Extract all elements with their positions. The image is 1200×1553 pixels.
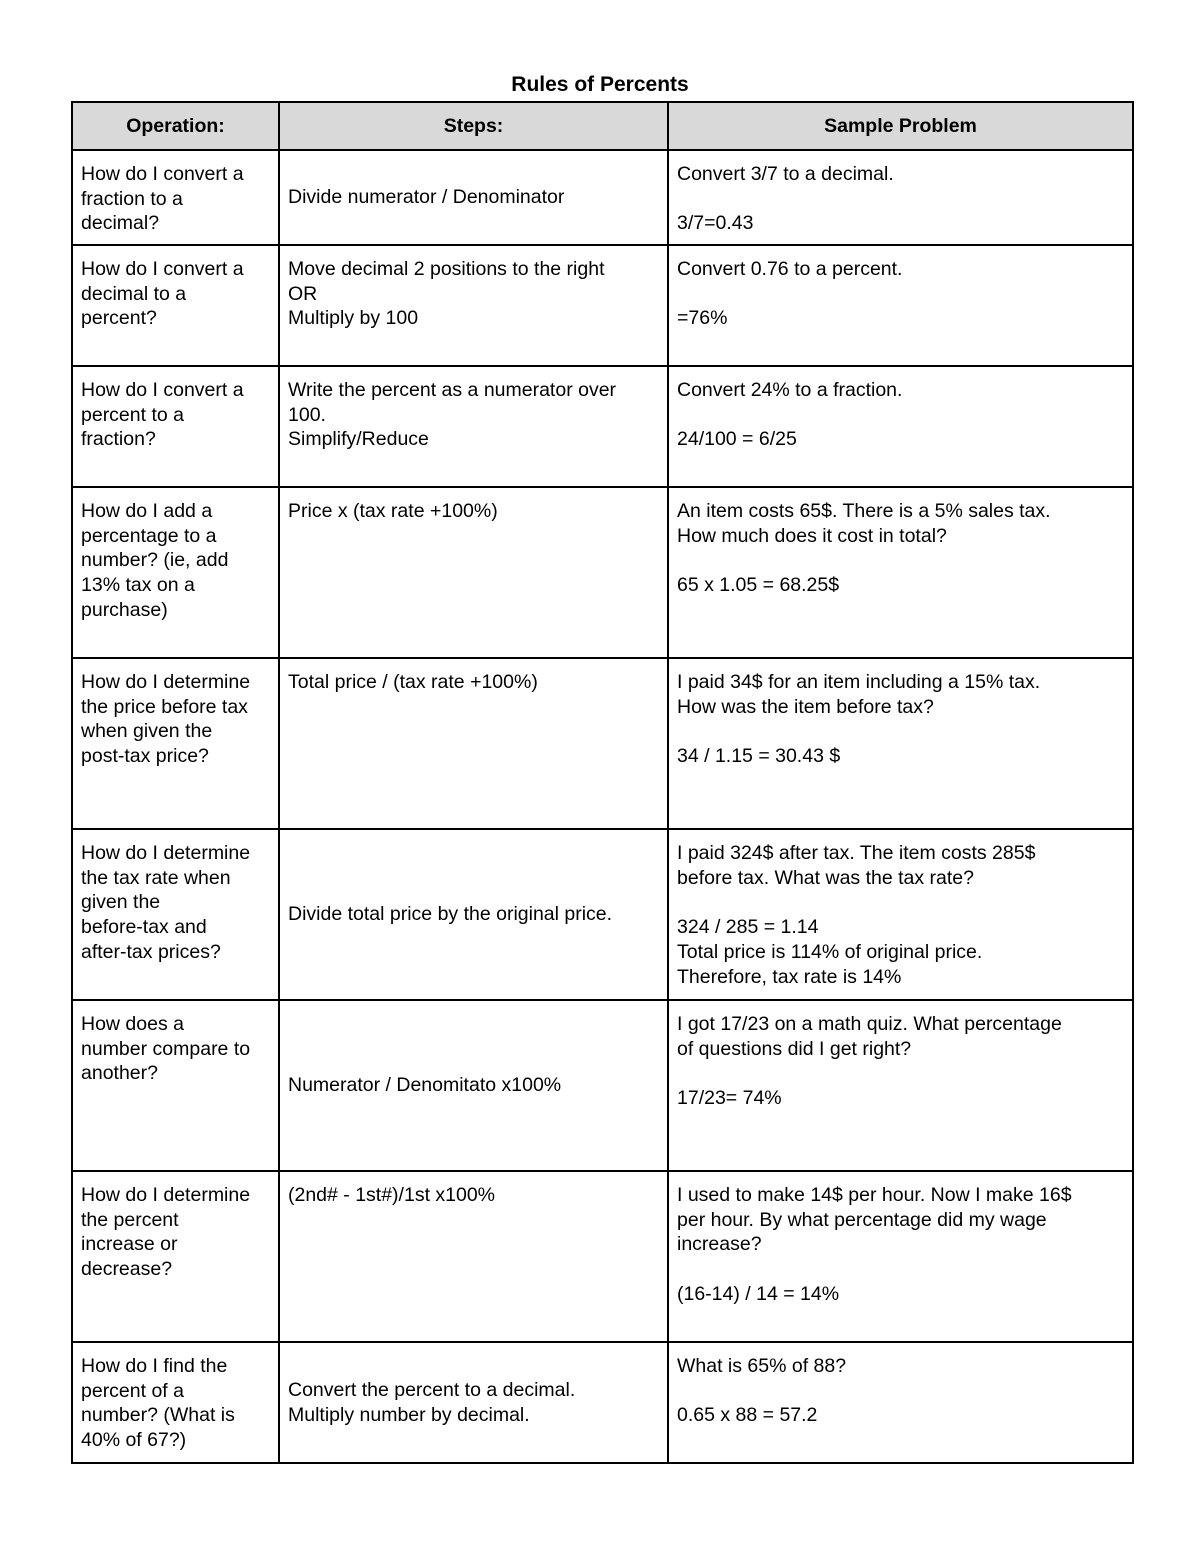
steps-cell [279, 487, 668, 658]
steps-cell [279, 1342, 668, 1463]
sample-line: Convert 0.76 to a percent. [677, 258, 903, 280]
steps-line: Numerator / Denomitato x100% [288, 1074, 562, 1097]
steps-line: Simplify/Reduce [288, 428, 429, 451]
sample-line: 34 / 1.15 = 30.43 $ [677, 745, 841, 768]
operation-cell [72, 1342, 279, 1463]
sample-problem-cell [668, 829, 1133, 1000]
operation-text: How do I convert a percent to a fraction? [81, 379, 244, 451]
steps-cell [279, 658, 668, 829]
steps-line: Multiply by 100 [288, 307, 419, 330]
sample-problem-cell [668, 1000, 1133, 1171]
sample-line: 24/100 = 6/25 [677, 428, 797, 451]
sample-line: per hour. By what percentage did my wage [677, 1208, 1047, 1231]
table-row [72, 1342, 1133, 1463]
steps-line: Multiply number by decimal. [288, 1403, 530, 1426]
operation-text: How do I convert a decimal to a percent? [81, 258, 244, 330]
steps-cell [279, 245, 668, 366]
sample-problem-cell [668, 245, 1133, 366]
steps-line: Write the percent as a numerator over [288, 379, 617, 401]
sample-line: of questions did I get right? [677, 1037, 912, 1060]
operation-cell [72, 658, 279, 829]
sample-line: increase? [677, 1233, 762, 1256]
table-row [72, 829, 1133, 1000]
blank-line [677, 403, 1124, 428]
operation-cell [72, 487, 279, 658]
blank-line [677, 548, 1124, 573]
operation-text: How do I find the percent of a number? (What is 40% of 67?) [81, 1355, 235, 1452]
sample-line: Total price is 114% of original price. [677, 940, 983, 963]
table-row [72, 150, 1133, 245]
blank-line [677, 719, 1124, 744]
operation-text: How does a number compare to another? [81, 1013, 251, 1085]
steps-line: Move decimal 2 positions to the right [288, 258, 605, 280]
sample-line: 0.65 x 88 = 57.2 [677, 1404, 818, 1427]
sample-line: =76% [677, 307, 728, 330]
header-row [72, 102, 1133, 150]
operation-text: How do I convert a fraction to a decimal? [81, 163, 244, 235]
operation-cell [72, 1171, 279, 1342]
sample-line: I paid 324$ after tax. The item costs 285$ [677, 842, 1036, 864]
sample-line: 65 x 1.05 = 68.25$ [677, 574, 840, 597]
steps-line: Divide numerator / Denominator [288, 186, 565, 209]
operation-text: How do I determine the percent increase or decrease? [81, 1184, 251, 1281]
sample-line: How was the item before tax? [677, 695, 934, 718]
table-row [72, 1171, 1133, 1342]
sample-problem-cell [668, 150, 1133, 245]
sample-problem-cell [668, 487, 1133, 658]
table-row [72, 1000, 1133, 1171]
sample-problem-cell [668, 366, 1133, 487]
steps-cell [279, 829, 668, 1000]
table-row [72, 487, 1133, 658]
sample-line: What is 65% of 88? [677, 1355, 847, 1377]
sample-line: (16-14) / 14 = 14% [677, 1282, 840, 1305]
sample-line: I got 17/23 on a math quiz. What percentage [677, 1013, 1062, 1035]
sample-line: I paid 34$ for an item including a 15% tax. [677, 671, 1041, 693]
operation-cell [72, 829, 279, 1000]
operation-cell [72, 245, 279, 366]
sample-problem-cell [668, 1171, 1133, 1342]
table-row [72, 658, 1133, 829]
sample-line: 3/7=0.43 [677, 212, 754, 235]
steps-cell [279, 1000, 668, 1171]
sample-line: 17/23= 74% [677, 1087, 782, 1110]
sample-line: How much does it cost in total? [677, 524, 947, 547]
sample-line: An item costs 65$. There is a 5% sales tax. [677, 500, 1051, 522]
steps-line: Divide total price by the original price. [288, 903, 613, 926]
operation-text: How do I determine the tax rate when given the before-tax and after-tax prices? [81, 842, 251, 963]
blank-line [677, 1379, 1124, 1404]
operation-text: How do I add a percentage to a number? (ie, add 13% tax on a purchase) [81, 500, 229, 621]
header-sample-problem: Sample Problem [668, 102, 1133, 150]
steps-line: 100. [288, 403, 326, 426]
table-row [72, 245, 1133, 366]
steps-cell [279, 150, 668, 245]
operation-text: How do I determine the price before tax when given the post-tax price? [81, 671, 251, 768]
sample-line: Therefore, tax rate is 14% [677, 965, 902, 988]
operation-cell [72, 150, 279, 245]
header-steps: Steps: [279, 102, 668, 150]
header-operation: Operation: [72, 102, 279, 150]
sample-line: 324 / 285 = 1.14 [677, 916, 819, 939]
steps-line: Total price / (tax rate +100%) [288, 671, 538, 693]
sample-line: Convert 24% to a fraction. [677, 379, 903, 401]
sample-problem-cell [668, 658, 1133, 829]
operation-cell [72, 366, 279, 487]
operation-cell [72, 1000, 279, 1171]
blank-line [677, 890, 1124, 915]
blank-line [677, 282, 1124, 307]
steps-line: Convert the percent to a decimal. [288, 1378, 576, 1401]
blank-line [677, 1257, 1124, 1282]
sample-line: before tax. What was the tax rate? [677, 866, 974, 889]
steps-line: Price x (tax rate +100%) [288, 500, 498, 522]
steps-cell [279, 366, 668, 487]
steps-line: (2nd# - 1st#)/1st x100% [288, 1184, 496, 1206]
sample-line: Convert 3/7 to a decimal. [677, 163, 894, 185]
steps-cell [279, 1171, 668, 1342]
blank-line [677, 1061, 1124, 1086]
rules-table [71, 101, 1134, 1464]
table-row [72, 366, 1133, 487]
blank-line [677, 187, 1124, 212]
page-title: Rules of Percents [511, 73, 689, 96]
table-body [72, 150, 1133, 1463]
sample-line: I used to make 14$ per hour. Now I make 16$ [677, 1184, 1072, 1206]
sample-problem-cell [668, 1342, 1133, 1463]
steps-line: OR [288, 282, 318, 305]
